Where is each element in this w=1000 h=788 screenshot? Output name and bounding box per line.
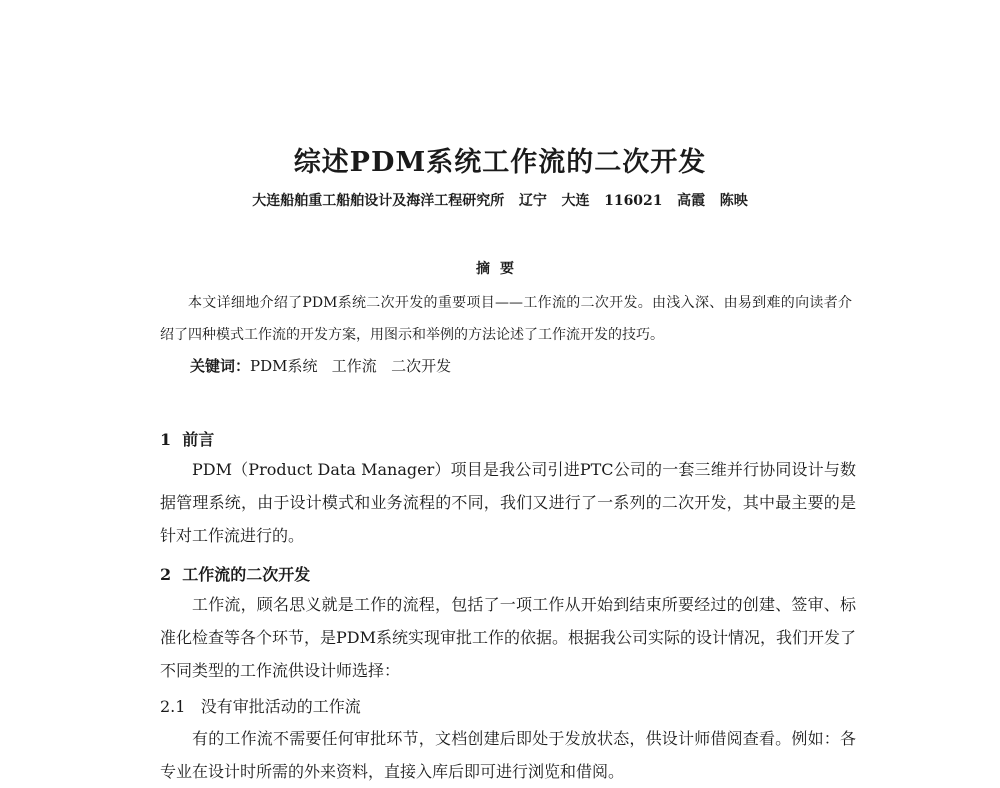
subsection-heading-no-approval: 2.1 没有审批活动的工作流 (160, 697, 361, 716)
author-affiliation: 大连船舶重工船舶设计及海洋工程研究所 辽宁 大连 116021 高霞 陈映 (252, 193, 748, 209)
section-body-intro: PDM（Product Data Manager）项目是我公司引进PTC公司的一套三维并行协同设计与数据管理系统，由于设计模式和业务流程的不同，我们又进行了一系列的二次开发，其中最主要的是针对工作流进行的。 (160, 460, 856, 545)
section-heading-intro: 1 前言 (160, 430, 215, 449)
keywords-label: 关键词： (190, 357, 251, 375)
section-heading-workflow: 2 工作流的二次开发 (160, 565, 311, 584)
abstract-heading: 摘要 (476, 261, 524, 277)
abstract-body: 本文详细地介绍了PDM系统二次开发的重要项目——工作流的二次开发。由浅入深、由易到难的向读者介绍了四种模式工作流的开发方案，用图示和举例的方法论述了工作流开发的技巧。 (160, 295, 852, 343)
keywords-list: PDM系统 工作流 二次开发 (250, 357, 452, 375)
keywords-line (190, 355, 451, 376)
paper-title: 综述PDM系统工作流的二次开发 (293, 147, 707, 178)
subsection-body-no-approval: 有的工作流不需要任何审批环节，文档创建后即处于发放状态，供设计师借阅查看。例如：各专业在设计时所需的外来资料，直接入库后即可进行浏览和借阅。 (160, 729, 856, 781)
section-body-workflow: 工作流，顾名思义就是工作的流程，包括了一项工作从开始到结束所要经过的创建、签审、标准化检查等各个环节，是PDM系统实现审批工作的依据。根据我公司实际的设计情况，我们开发了不同类型的工作流供设计师选择： (160, 595, 856, 680)
